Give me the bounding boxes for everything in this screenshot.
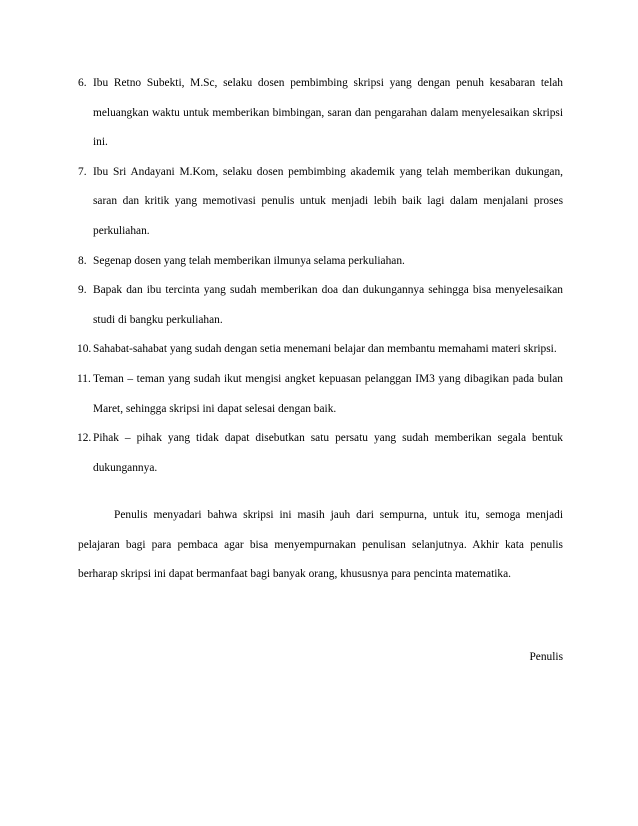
list-item xyxy=(78,158,563,247)
list-item-text: Segenap dosen yang telah memberikan ilmunya selama perkuliahan. xyxy=(93,254,405,267)
list-item-text: Ibu Sri Andayani M.Kom, selaku dosen pembimbing akademik yang telah memberikan dukungan, saran dan kritik yang memotivasi penulis untuk menjadi lebih baik lagi dalam menjalani proses perkuliahan. xyxy=(93,165,563,237)
list-item xyxy=(78,276,563,335)
list-item-text: Sahabat-sahabat yang sudah dengan setia menemani belajar dan membantu memahami materi skripsi. xyxy=(93,343,557,356)
acknowledgement-list xyxy=(78,69,563,483)
list-item-number: 12. xyxy=(77,432,92,445)
list-item xyxy=(78,69,563,158)
list-item xyxy=(78,247,563,277)
closing-paragraph: Penulis menyadari bahwa skripsi ini masih jauh dari sempurna, untuk itu, semoga menjadi pelajaran bagi para pembaca agar bisa menyempurnakan penulisan selanjutnya. Akhir kata penulis berharap skripsi ini dapat bermanfaat bagi banyak orang, khususnya para pencinta matematika. xyxy=(78,509,563,581)
list-item-number: 10. xyxy=(77,343,92,356)
list-item-text: Bapak dan ibu tercinta yang sudah memberikan doa dan dukungannya sehingga bisa menyelesaikan studi di bangku perkuliahan. xyxy=(93,284,563,326)
list-item-number: 8. xyxy=(78,254,87,267)
list-item-number: 7. xyxy=(78,165,87,178)
list-item xyxy=(78,335,563,365)
list-item-text: Pihak – pihak yang tidak dapat disebutkan satu persatu yang sudah memberikan segala bentuk dukungannya. xyxy=(93,432,563,474)
list-item-number: 6. xyxy=(78,77,87,89)
list-item xyxy=(78,424,563,483)
list-item xyxy=(78,365,563,424)
list-item-number: 11. xyxy=(77,372,91,385)
signature: Penulis xyxy=(529,651,563,663)
list-item-text: Teman – teman yang sudah ikut mengisi angket kepuasan pelanggan IM3 yang dibagikan pada bulan Maret, sehingga skripsi ini dapat selesai dengan baik. xyxy=(93,372,563,415)
list-item-number: 9. xyxy=(78,284,87,297)
list-item-text: Ibu Retno Subekti, M.Sc, selaku dosen pembimbing skripsi yang dengan penuh kesabaran telah meluangkan waktu untuk memberikan bimbingan, saran dan pengarahan dalam menyelesaikan skripsi ini. xyxy=(93,77,563,149)
